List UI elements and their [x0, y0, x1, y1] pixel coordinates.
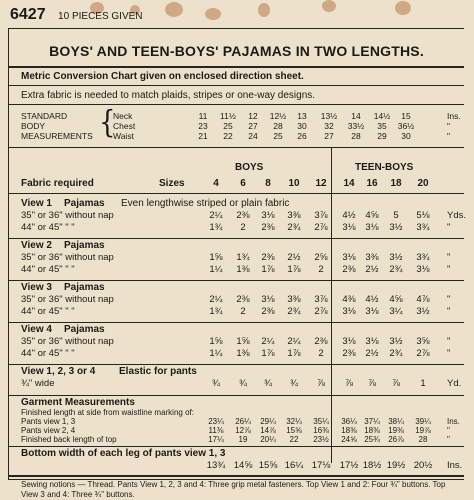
- value-cell: 3⅛: [365, 306, 379, 317]
- value-cell: 3½: [389, 222, 403, 233]
- value-cell: 13½: [320, 111, 338, 121]
- divider: [9, 147, 464, 148]
- divider: [9, 446, 464, 447]
- garment-title: Garment Measurements: [21, 397, 135, 408]
- value-cell: 3⅛: [261, 210, 275, 221]
- value-cell: 33½: [347, 121, 365, 131]
- body-measurements-label: BODY: [21, 121, 46, 131]
- unit-label: ": [447, 131, 451, 141]
- divider: [9, 395, 464, 396]
- value-cell: 1¾: [209, 306, 223, 317]
- value-cell: 26⅞: [388, 435, 404, 444]
- value-cell: 4½: [342, 210, 356, 221]
- value-cell: 3⅜: [365, 252, 379, 263]
- value-cell: 26¼: [235, 417, 251, 426]
- value-cell: ¾: [239, 378, 247, 389]
- unit-label: ": [447, 336, 451, 347]
- value-cell: 30: [401, 131, 411, 141]
- value-cell: 4⅝: [389, 294, 403, 305]
- divider: [9, 280, 464, 281]
- pattern-number: 6427: [10, 6, 46, 23]
- value-cell: 38¼: [388, 417, 404, 426]
- value-cell: 1⅜: [236, 264, 250, 275]
- value-cell: 1¾: [236, 252, 250, 263]
- value-cell: ¾: [212, 378, 220, 389]
- value-cell: 2: [318, 348, 324, 359]
- value-cell: 2¼: [287, 336, 301, 347]
- value-cell: 17¼: [208, 435, 224, 444]
- value-cell: 3⅛: [416, 264, 430, 275]
- value-cell: ⅞: [368, 378, 376, 389]
- value-cell: 24⅝: [341, 435, 357, 444]
- pieces-given: 10 PIECES GIVEN: [58, 11, 143, 22]
- value-cell: 19: [238, 435, 248, 444]
- value-cell: 30: [297, 121, 307, 131]
- value-cell: 36½: [397, 121, 415, 131]
- elastic-subtitle: Elastic for pants: [119, 366, 197, 377]
- fabric-width-label: 35" or 36" without nap: [21, 336, 114, 347]
- value-cell: 2⅜: [342, 264, 356, 275]
- value-cell: 23¼: [208, 417, 224, 426]
- divider: [9, 238, 464, 239]
- value-cell: 32¼: [286, 417, 302, 426]
- value-cell: 21: [198, 131, 208, 141]
- pattern-header: [10, 6, 143, 24]
- unit-label: ": [447, 306, 451, 317]
- value-cell: 24: [248, 131, 258, 141]
- value-cell: 4⅞: [416, 294, 430, 305]
- elastic-label: ¾" wide: [21, 378, 55, 389]
- value-cell: 2: [318, 264, 324, 275]
- value-cell: ⅞: [392, 378, 400, 389]
- value-cell: 3⅜: [287, 210, 301, 221]
- unit-label: Ins.: [447, 460, 463, 471]
- value-cell: 37¼: [364, 417, 380, 426]
- value-cell: 18½: [362, 460, 382, 471]
- value-cell: 25: [273, 131, 283, 141]
- value-cell: 2¾: [389, 264, 403, 275]
- divider: [9, 193, 464, 194]
- value-cell: 22: [223, 131, 233, 141]
- value-cell: 3¾: [416, 222, 430, 233]
- view-title: View 4: [21, 324, 52, 335]
- value-cell: 35¼: [313, 417, 329, 426]
- stain-3: [165, 2, 183, 17]
- value-cell: 3¾: [416, 252, 430, 263]
- value-cell: 12½: [269, 111, 287, 121]
- value-cell: 1⅞: [261, 348, 275, 359]
- value-cell: 2⅞: [314, 306, 328, 317]
- value-cell: 2¾: [287, 222, 301, 233]
- value-cell: ¾: [264, 378, 272, 389]
- value-cell: 14⅝: [233, 460, 253, 471]
- unit-label: Ins.: [447, 417, 460, 426]
- view-title: View 3: [21, 282, 52, 293]
- sewing-notions: Sewing notions — Thread. Pants View 1, 2, 3 and 4: Three grip metal fasteners. Top View 1 and 2: Four ¾" buttons. Top View 3 and 4: Three ¾" buttons.: [21, 480, 446, 499]
- value-cell: 4½: [365, 294, 379, 305]
- measurement-label: Chest: [113, 121, 136, 131]
- value-cell: 3½: [389, 336, 403, 347]
- value-cell: 4⅝: [365, 210, 379, 221]
- value-cell: 2¼: [209, 294, 223, 305]
- view-title: View 2: [21, 240, 52, 251]
- value-cell: 2⅜: [236, 294, 250, 305]
- value-cell: 1⅝: [236, 336, 250, 347]
- divider: [9, 364, 464, 365]
- value-cell: 16: [366, 178, 378, 189]
- value-cell: 2⅝: [314, 252, 328, 263]
- value-cell: 16¼: [284, 460, 304, 471]
- value-cell: 2⅜: [314, 336, 328, 347]
- value-cell: 3⅝: [416, 336, 430, 347]
- value-cell: 13¾: [206, 460, 226, 471]
- value-cell: 1⅞: [287, 348, 301, 359]
- value-cell: 1: [420, 378, 426, 389]
- unit-label: ": [447, 294, 451, 305]
- value-cell: 15: [401, 111, 411, 121]
- divider: [9, 322, 464, 323]
- value-cell: 25: [223, 121, 233, 131]
- value-cell: 3⅛: [342, 222, 356, 233]
- value-cell: ⅞: [345, 378, 353, 389]
- value-cell: 18⅜: [364, 426, 380, 435]
- value-cell: 12⅞: [235, 426, 251, 435]
- value-cell: 3⅛: [342, 252, 356, 263]
- value-cell: 18⅜: [341, 426, 357, 435]
- value-cell: 1¾: [209, 222, 223, 233]
- value-cell: 3½: [416, 306, 430, 317]
- unit-label: Yd.: [447, 378, 462, 389]
- value-cell: 19½: [386, 460, 406, 471]
- pattern-envelope-chart: [8, 28, 467, 499]
- stain-4: [205, 8, 221, 20]
- divider: [9, 475, 464, 477]
- value-cell: 3⅞: [314, 210, 328, 221]
- value-cell: 26: [297, 131, 307, 141]
- value-cell: 15⅝: [286, 426, 302, 435]
- fabric-width-label: 44" or 45" " ": [21, 348, 75, 359]
- value-cell: 4⅜: [342, 294, 356, 305]
- view-subtitle: Pajamas: [64, 282, 105, 293]
- value-cell: 2¾: [287, 306, 301, 317]
- value-cell: 27: [248, 121, 258, 131]
- value-cell: ¾: [290, 378, 298, 389]
- value-cell: 6: [240, 178, 246, 189]
- value-cell: 3⅛: [342, 336, 356, 347]
- brace: {: [99, 105, 116, 141]
- value-cell: 10: [288, 178, 300, 189]
- value-cell: 1¼: [209, 348, 223, 359]
- value-cell: 14½: [373, 111, 391, 121]
- unit-label: ": [447, 435, 450, 444]
- garment-row-label: Pants view 1, 3: [21, 417, 76, 426]
- unit-label: ": [447, 252, 451, 263]
- value-cell: 5: [393, 210, 399, 221]
- body-measurements-label: MEASUREMENTS: [21, 131, 93, 141]
- value-cell: 2⅞: [314, 222, 328, 233]
- value-cell: 4: [213, 178, 219, 189]
- value-cell: 1⅞: [287, 264, 301, 275]
- value-cell: 32: [324, 121, 334, 131]
- unit-label: ": [447, 222, 451, 233]
- value-cell: 2⅜: [261, 306, 275, 317]
- value-cell: 20: [417, 178, 429, 189]
- sizes-label: Sizes: [159, 178, 185, 189]
- view-subtitle: Pajamas: [64, 324, 105, 335]
- value-cell: 3¼: [389, 306, 403, 317]
- value-cell: 16⅜: [313, 426, 329, 435]
- unit-label: ": [447, 121, 451, 131]
- value-cell: 3⅛: [261, 294, 275, 305]
- fabric-width-label: 44" or 45" " ": [21, 306, 75, 317]
- value-cell: 11: [198, 111, 208, 121]
- value-cell: 12: [315, 178, 327, 189]
- value-cell: 2⅜: [261, 252, 275, 263]
- value-cell: 1⅞: [261, 264, 275, 275]
- bottom-width-title: Bottom width of each leg of pants view 1, 3: [21, 448, 226, 459]
- value-cell: 18: [390, 178, 402, 189]
- value-cell: 3⅛: [365, 336, 379, 347]
- measurement-label: Neck: [113, 111, 133, 121]
- value-cell: 20½: [413, 460, 433, 471]
- value-cell: 3⅛: [365, 222, 379, 233]
- fabric-width-label: 35" or 36" without nap: [21, 210, 114, 221]
- elastic-title: View 1, 2, 3 or 4: [21, 366, 96, 377]
- value-cell: 2½: [365, 264, 379, 275]
- stain-6: [322, 0, 336, 12]
- divider: [9, 85, 464, 86]
- value-cell: 2: [240, 222, 246, 233]
- value-cell: 14: [343, 178, 355, 189]
- body-measurements-label: STANDARD: [21, 111, 68, 121]
- value-cell: 3⅛: [342, 306, 356, 317]
- value-cell: 17½: [339, 460, 359, 471]
- extra-fabric-note: Extra fabric is needed to match plaids, stripes or one-way designs.: [21, 90, 316, 101]
- value-cell: 22: [289, 435, 299, 444]
- value-cell: 36¼: [341, 417, 357, 426]
- value-cell: 3⅞: [314, 294, 328, 305]
- value-cell: 8: [265, 178, 271, 189]
- value-cell: 2⅜: [342, 348, 356, 359]
- view-subtitle: Pajamas: [64, 240, 105, 251]
- unit-label: ": [447, 264, 451, 275]
- garment-row-label: Finished back length of top: [21, 435, 117, 444]
- value-cell: 23: [198, 121, 208, 131]
- value-cell: 3⅜: [287, 294, 301, 305]
- value-cell: 15⅝: [258, 460, 278, 471]
- divider: [9, 66, 464, 68]
- value-cell: 13: [297, 111, 307, 121]
- view-subtitle: Pajamas: [64, 198, 105, 209]
- metric-note: Metric Conversion Chart given on enclosed direction sheet.: [21, 71, 304, 82]
- value-cell: 2: [240, 306, 246, 317]
- value-cell: 14⅞: [260, 426, 276, 435]
- page-title: BOYS' AND TEEN-BOYS' PAJAMAS IN TWO LENGTHS.: [49, 43, 424, 59]
- unit-label: Yds.: [447, 210, 467, 221]
- value-cell: 2¼: [209, 210, 223, 221]
- group-label-teen: TEEN-BOYS: [355, 162, 414, 173]
- stain-5: [258, 3, 270, 17]
- unit-label: Ins.: [447, 111, 461, 121]
- value-cell: 27: [324, 131, 334, 141]
- value-cell: 1⅝: [209, 336, 223, 347]
- unit-label: ": [447, 348, 451, 359]
- value-cell: 12: [248, 111, 258, 121]
- value-cell: 23½: [313, 435, 329, 444]
- value-cell: 2¼: [261, 336, 275, 347]
- value-cell: 5⅛: [416, 210, 430, 221]
- value-cell: 19⅞: [415, 426, 431, 435]
- value-cell: 35: [377, 121, 387, 131]
- value-cell: 28: [418, 435, 428, 444]
- value-cell: 28: [273, 121, 283, 131]
- value-cell: 1⅜: [236, 348, 250, 359]
- value-cell: 2½: [287, 252, 301, 263]
- stain-7: [395, 1, 411, 15]
- value-cell: 29¼: [260, 417, 276, 426]
- measurement-label: Waist: [113, 131, 134, 141]
- value-cell: 19⅜: [388, 426, 404, 435]
- fabric-width-label: 44" or 45" " ": [21, 222, 75, 233]
- fabric-width-label: 35" or 36" without nap: [21, 252, 114, 263]
- divider: [9, 104, 464, 105]
- value-cell: 14: [351, 111, 361, 121]
- value-cell: 25¾: [364, 435, 380, 444]
- value-cell: 3½: [389, 252, 403, 263]
- value-cell: 39¼: [415, 417, 431, 426]
- value-cell: 2⅞: [416, 348, 430, 359]
- column-divider: [331, 147, 332, 463]
- value-cell: 17⅛: [311, 460, 331, 471]
- value-cell: 20¼: [260, 435, 276, 444]
- value-cell: 2⅜: [236, 210, 250, 221]
- value-cell: 1¼: [209, 264, 223, 275]
- value-cell: 11⅜: [208, 426, 224, 435]
- fabric-width-label: 44" or 45" " ": [21, 264, 75, 275]
- view-title: View 1: [21, 198, 52, 209]
- value-cell: 28: [351, 131, 361, 141]
- unit-label: ": [447, 426, 450, 435]
- value-cell: 29: [377, 131, 387, 141]
- value-cell: ⅞: [317, 378, 325, 389]
- garment-row-label: Pants view 2, 4: [21, 426, 76, 435]
- view-note: Even lengthwise striped or plain fabric: [121, 198, 290, 209]
- fabric-width-label: 35" or 36" without nap: [21, 294, 114, 305]
- garment-note: Finished length at side from waistline marking of:: [21, 408, 194, 417]
- group-label-boys: BOYS: [235, 162, 264, 173]
- fabric-required-label: Fabric required: [21, 178, 94, 189]
- value-cell: 2⅜: [261, 222, 275, 233]
- value-cell: 2½: [365, 348, 379, 359]
- value-cell: 1⅝: [209, 252, 223, 263]
- value-cell: 2¾: [389, 348, 403, 359]
- value-cell: 11½: [220, 111, 236, 121]
